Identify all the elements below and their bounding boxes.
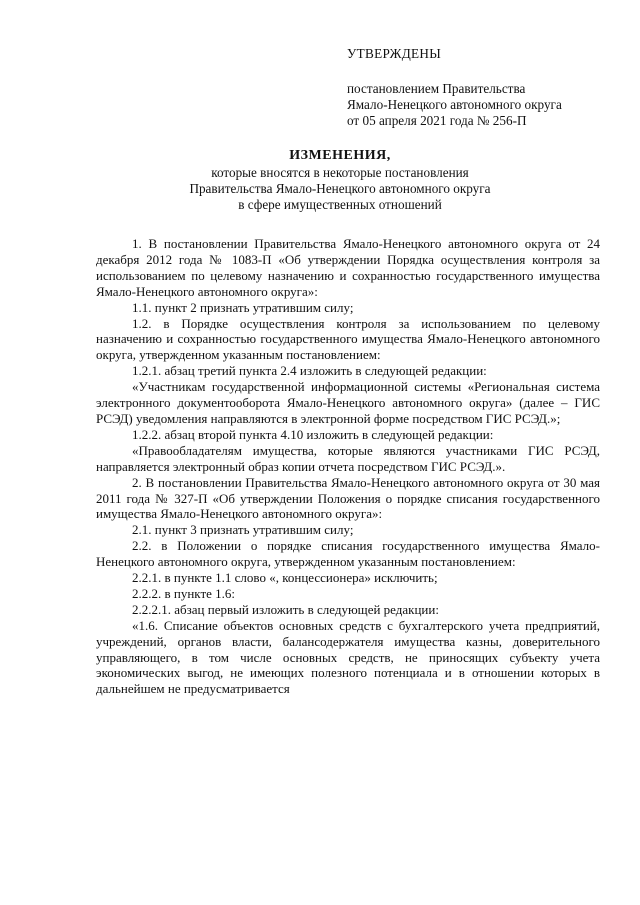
approval-line: от 05 апреля 2021 года № 256-П (347, 113, 527, 128)
paragraph: 2.2.1. в пункте 1.1 слово «, концессионера» исключить; (132, 570, 438, 586)
paragraph: 2.2.2.1. абзац первый изложить в следующей редакции: (132, 601, 439, 617)
paragraph: 2.2. в Положении о порядке списания государственного имущества Ямало-Ненецкого автономного округа, утвержденном указанным постановлением: (96, 538, 600, 570)
subtitle-line: в сфере имущественных отношений (238, 197, 442, 212)
approval-line: постановлением Правительства (347, 81, 526, 96)
paragraph: 1.1. пункт 2 признать утратившим силу; (132, 299, 354, 315)
approval-line: Ямало-Ненецкого автономного округа (347, 97, 562, 112)
paragraph: 1. В постановлении Правительства Ямало-Ненецкого автономного округа от 24 декабря 2012 года № 1083-П «Об утверждении Порядка осуществления контроля за использованием по целевому назначению и сохранностью государственного имущества Ямало-Ненецкого автономного округа»: (96, 236, 600, 299)
paragraph: 1.2.1. абзац третий пункта 2.4 изложить в следующей редакции: (132, 363, 487, 379)
subtitle-line: которые вносятся в некоторые постановления (211, 165, 469, 180)
paragraph: 2.2.2. в пункте 1.6: (132, 585, 236, 601)
paragraph: 1.2. в Порядке осуществления контроля за использованием по целевому назначению и сохранностью государственного имущества Ямало-Ненецкого автономного округа, утвержденном указанным постановлением: (96, 315, 600, 363)
document-title: ИЗМЕНЕНИЯ, (289, 148, 391, 163)
paragraph: 1.2.2. абзац второй пункта 4.10 изложить в следующей редакции: (132, 426, 494, 442)
subtitle-line: Правительства Ямало-Ненецкого автономного округа (189, 181, 491, 196)
paragraph: «Правообладателям имущества, которые являются участниками ГИС РСЭД, направляется электронный образ копии отчета посредством ГИС РСЭД.». (96, 442, 600, 474)
document-body (96, 236, 600, 697)
paragraph: «Участникам государственной информационной системы «Региональная система электронного документооборота Ямало-Ненецкого автономного округа» (далее – ГИС РСЭД) уведомления направляются в электронной форме посредством ГИС РСЭД.»; (96, 379, 600, 426)
paragraph: 2. В постановлении Правительства Ямало-Ненецкого автономного округа от 30 мая 2011 года № 327-П «Об утверждении Положения о порядке списания государственного имущества Ямало-Ненецкого автономного округа»: (96, 474, 600, 522)
approval-heading: УТВЕРЖДЕНЫ (347, 46, 442, 61)
approval-block (347, 46, 617, 129)
title-block (60, 148, 620, 213)
paragraph: 2.1. пункт 3 признать утратившим силу; (132, 522, 354, 538)
paragraph: «1.6. Списание объектов основных средств с бухгалтерского учета предприятий, учреждений, органов власти, балансодержателя имущества казны, доверительного управляющего, в том числе основных средств, не приносящих субъекту учета экономических выгод, не имеющих полезного потенциала и в отношении которых в дальнейшем не предусматривается (96, 617, 600, 697)
